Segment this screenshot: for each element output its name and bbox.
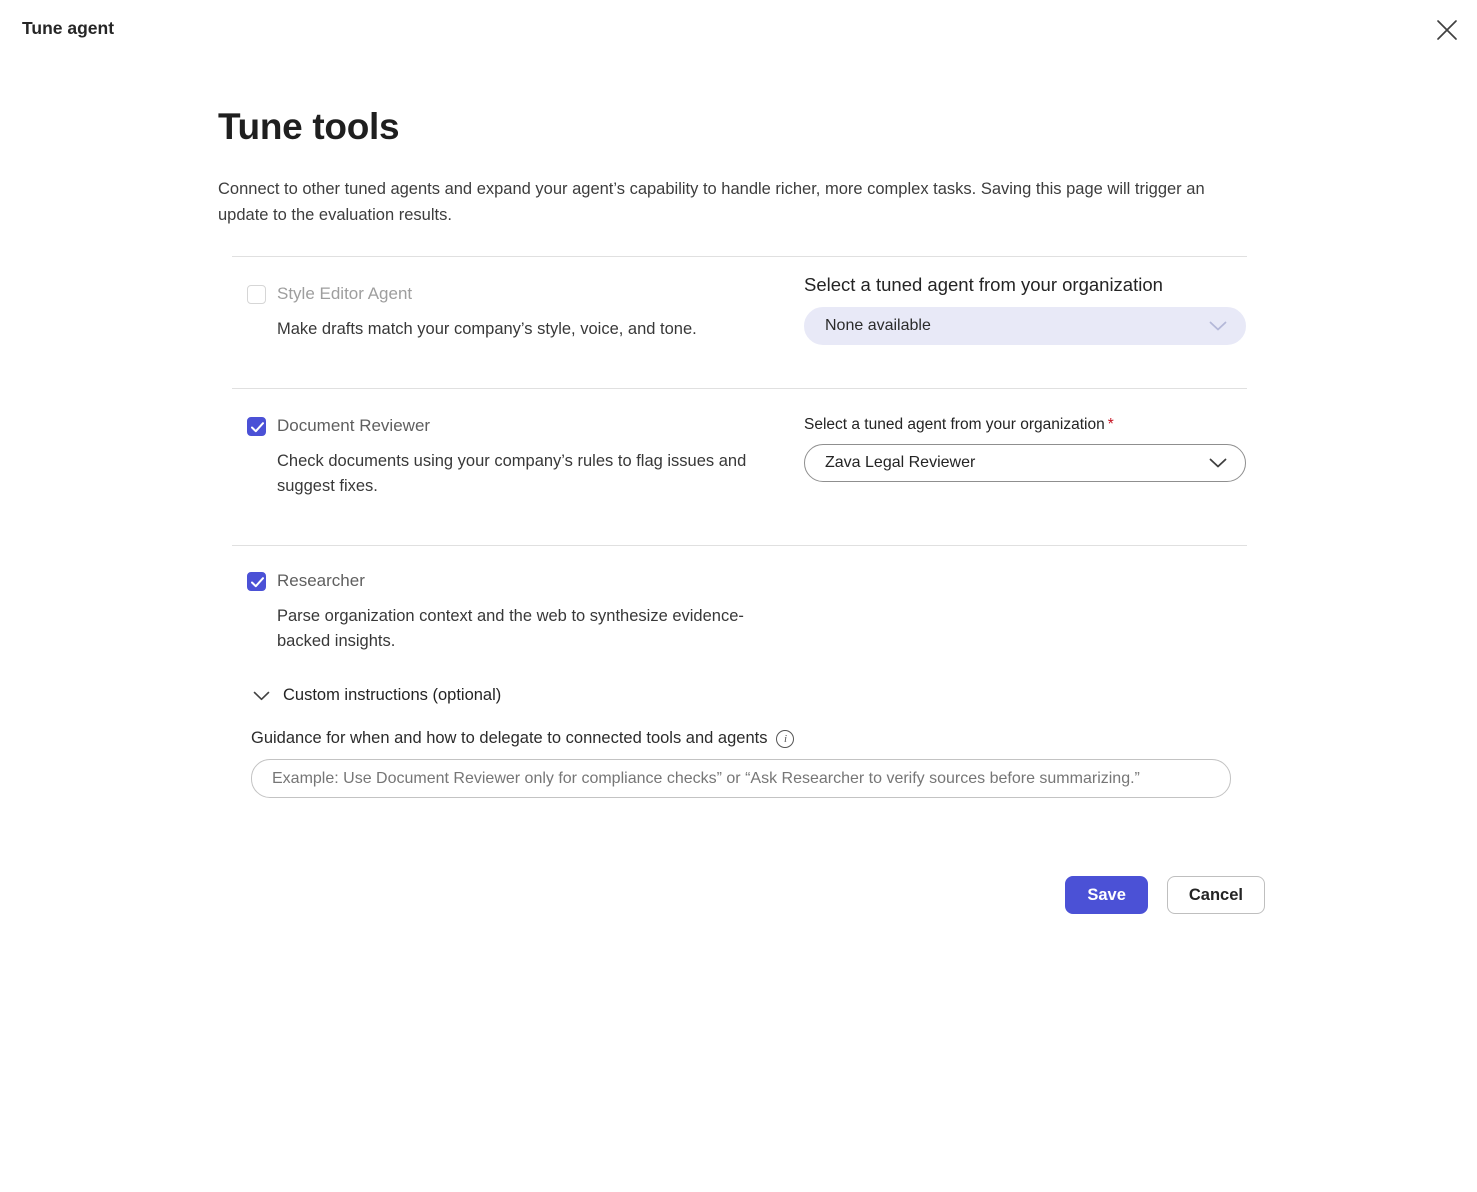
chevron-down-icon — [1209, 458, 1227, 468]
researcher-checkbox[interactable] — [247, 572, 266, 591]
style-editor-agent-dropdown[interactable] — [804, 307, 1246, 345]
page-title: Tune tools — [218, 106, 400, 147]
style-editor-info — [247, 284, 787, 342]
style-editor-description: Make drafts match your company’s style, voice, and tone. — [277, 320, 697, 338]
window-title: Tune agent — [22, 18, 115, 38]
tool-sections — [232, 256, 1247, 685]
required-asterisk: * — [1107, 416, 1114, 433]
document-reviewer-dropdown-value: Zava Legal Reviewer — [825, 454, 976, 471]
style-editor-select-label: Select a tuned agent from your organization — [804, 274, 1163, 295]
document-reviewer-checkbox[interactable] — [247, 417, 266, 436]
document-reviewer-agent-dropdown[interactable] — [804, 444, 1246, 482]
style-editor-select-group — [804, 274, 1246, 345]
info-icon[interactable]: i — [776, 730, 794, 748]
cancel-button[interactable]: Cancel — [1167, 876, 1265, 914]
section-style-editor — [232, 256, 1247, 388]
page-description: Connect to other tuned agents and expand your agent’s capability to handle richer, more complex tasks. Saving this page will trigger an update to the evaluation results. — [218, 180, 1205, 224]
chevron-down-icon — [253, 691, 270, 701]
style-editor-checkbox[interactable] — [247, 285, 266, 304]
guidance-row — [251, 729, 794, 748]
custom-instructions-label: Custom instructions (optional) — [283, 686, 502, 704]
custom-instructions-toggle[interactable] — [253, 686, 501, 705]
save-button[interactable]: Save — [1065, 876, 1148, 914]
researcher-info — [247, 571, 787, 654]
chevron-down-icon — [1209, 321, 1227, 331]
style-editor-label[interactable]: Style Editor Agent — [277, 284, 413, 303]
document-reviewer-select-label: Select a tuned agent from your organization * — [804, 416, 1114, 433]
researcher-description: Parse organization context and the web to synthesize evidence-backed insights. — [277, 607, 744, 650]
document-reviewer-info — [247, 416, 787, 499]
guidance-input[interactable] — [251, 759, 1231, 798]
action-bar — [218, 876, 1265, 914]
section-researcher — [232, 545, 1247, 685]
close-button[interactable] — [1431, 14, 1463, 46]
guidance-label: Guidance for when and how to delegate to connected tools and agents — [251, 729, 768, 747]
researcher-label[interactable]: Researcher — [277, 571, 365, 590]
document-reviewer-select-group — [804, 409, 1246, 482]
style-editor-dropdown-value: None available — [825, 317, 931, 334]
section-document-reviewer — [232, 388, 1247, 545]
close-icon — [1434, 17, 1460, 43]
document-reviewer-description: Check documents using your company’s rules to flag issues and suggest fixes. — [277, 452, 747, 495]
document-reviewer-label[interactable]: Document Reviewer — [277, 416, 431, 435]
